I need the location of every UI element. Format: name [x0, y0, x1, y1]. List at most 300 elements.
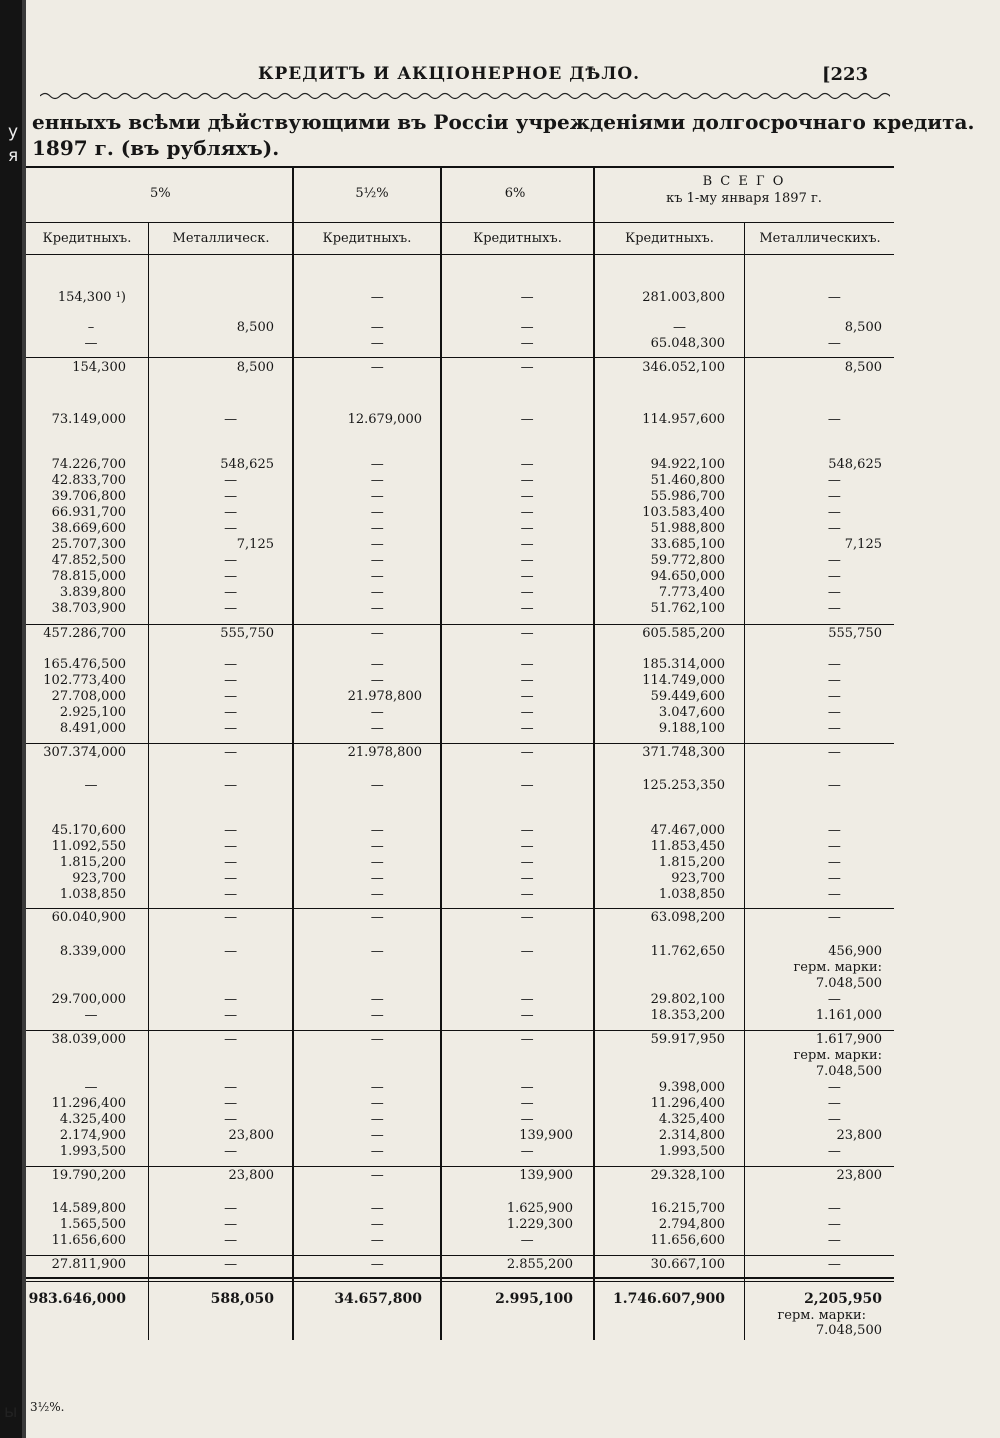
- table-cell: 30.667,100: [650, 1257, 725, 1272]
- table-cell: 29.802,100: [650, 992, 725, 1007]
- table-cell: 11.656,600: [51, 1233, 126, 1248]
- table-cell: —: [520, 336, 534, 351]
- table-cell: —: [370, 1096, 384, 1111]
- table-cell: —: [827, 521, 841, 536]
- table-cell: —: [370, 626, 384, 641]
- header-col-credit-55: Кредитныхъ.: [322, 231, 412, 246]
- table-cell: 94.922,100: [650, 457, 725, 472]
- table-cell: 11.092,550: [51, 839, 126, 854]
- table-cell: 11.762,650: [650, 944, 725, 959]
- table-cell: —: [827, 473, 841, 488]
- table-cell: 125.253,350: [642, 778, 725, 793]
- table-cell: —: [827, 823, 841, 838]
- table-cell: —: [370, 992, 384, 1007]
- table-cell: 21.978,800: [347, 745, 422, 760]
- header-col-metal-total: Металлическихъ.: [759, 231, 881, 246]
- table-cell: —: [370, 473, 384, 488]
- table-cell: 2.925,100: [59, 705, 126, 720]
- table-cell: 307.374,000: [43, 745, 126, 760]
- table-cell: 2.855,200: [506, 1257, 573, 1272]
- footnote: 3½%.: [30, 1400, 65, 1414]
- table-cell: 8,500: [844, 360, 882, 375]
- table-cell: 139,900: [519, 1128, 573, 1143]
- header-bottom-rule: [26, 254, 894, 255]
- table-cell: —: [370, 489, 384, 504]
- table-cell: —: [370, 673, 384, 688]
- table-cell: —: [224, 569, 238, 584]
- table-cell: —: [520, 673, 534, 688]
- table-cell: 555,750: [220, 626, 274, 641]
- table-cell: —: [224, 505, 238, 520]
- table-cell: —: [520, 855, 534, 870]
- table-cell: —: [827, 585, 841, 600]
- table-cell: —: [520, 412, 534, 427]
- table-cell: 78.815,000: [51, 569, 126, 584]
- table-cell: 16.215,700: [650, 1201, 725, 1216]
- header-total-line1: В С Е Г О: [702, 174, 786, 189]
- table-cell: —: [370, 839, 384, 854]
- table-cell: —: [370, 871, 384, 886]
- table-cell: 33.685,100: [650, 537, 725, 552]
- table-cell: 7,125: [236, 537, 274, 552]
- table-cell: —: [520, 657, 534, 672]
- table-cell: 1.229,300: [506, 1217, 573, 1232]
- table-cell: —: [370, 537, 384, 552]
- table-cell: 59.917,950: [650, 1032, 725, 1047]
- table-cell: —: [827, 601, 841, 616]
- section-rule: [26, 357, 894, 358]
- table-cell: 923,700: [671, 871, 725, 886]
- table-cell: —: [370, 1032, 384, 1047]
- table-cell: —: [520, 569, 534, 584]
- column-divider: [148, 222, 149, 1340]
- table-cell: —: [224, 1032, 238, 1047]
- table-cell: —: [370, 360, 384, 375]
- table-cell: 27.708,000: [51, 689, 126, 704]
- totals-top-rule-2: [26, 1281, 894, 1282]
- table-cell: —: [224, 521, 238, 536]
- header-5pct: 5%: [150, 186, 171, 201]
- table-cell: —: [224, 871, 238, 886]
- table-cell: —: [370, 1144, 384, 1159]
- table-cell: —: [827, 489, 841, 504]
- table-cell: —: [370, 1112, 384, 1127]
- table-cell: —: [224, 1008, 238, 1023]
- table-cell: —: [224, 1096, 238, 1111]
- table-cell: 45.170,600: [51, 823, 126, 838]
- table-cell: —: [224, 601, 238, 616]
- table-cell: —: [827, 336, 841, 351]
- table-cell: 11.296,400: [650, 1096, 725, 1111]
- table-cell: —: [224, 721, 238, 736]
- table-cell: —: [520, 778, 534, 793]
- table-cell: —: [520, 553, 534, 568]
- table-cell: 457.286,700: [43, 626, 126, 641]
- table-cell: —: [827, 1201, 841, 1216]
- table-cell: —: [370, 553, 384, 568]
- header-6pct: 6%: [504, 186, 526, 201]
- table-cell: —: [827, 855, 841, 870]
- table-cell: 23,800: [836, 1168, 882, 1183]
- table-cell: —: [370, 944, 384, 959]
- table-cell: —: [370, 569, 384, 584]
- table-cell: —: [520, 489, 534, 504]
- table-cell: —: [370, 823, 384, 838]
- table-cell: 9.398,000: [658, 1080, 725, 1095]
- section-rule: [26, 1030, 894, 1031]
- table-cell: —: [827, 412, 841, 427]
- table-cell: 1.038,850: [59, 887, 126, 902]
- table-cell: —: [827, 689, 841, 704]
- table-cell: 51.460,800: [650, 473, 725, 488]
- table-cell: —: [520, 1008, 534, 1023]
- table-cell: —: [224, 1257, 238, 1272]
- table-cell: 47.852,500: [51, 553, 126, 568]
- table-cell: —: [370, 721, 384, 736]
- table-top-rule: [26, 166, 894, 168]
- table-cell: —: [827, 505, 841, 520]
- table-cell: —: [224, 473, 238, 488]
- table-cell: —: [370, 1257, 384, 1272]
- section-rule: [26, 624, 894, 625]
- table-cell: —: [84, 778, 98, 793]
- table-cell: —: [370, 601, 384, 616]
- table-cell: 2.314,800: [658, 1128, 725, 1143]
- table-cell: —: [224, 673, 238, 688]
- table-cell: —: [520, 626, 534, 641]
- table-cell: 1.993,500: [658, 1144, 725, 1159]
- table-cell: —: [224, 657, 238, 672]
- table-cell: 7,125: [844, 537, 882, 552]
- table-cell: —: [224, 1233, 238, 1248]
- table-cell: —: [827, 569, 841, 584]
- header-5half-pct: 5½%: [355, 186, 389, 201]
- header-col-credit-6: Кредитныхъ.: [473, 231, 562, 246]
- table-cell: —: [370, 1008, 384, 1023]
- table-cell: —: [224, 855, 238, 870]
- table-cell: герм. марки:: [793, 960, 882, 975]
- table-cell: —: [827, 1080, 841, 1095]
- table-cell: —: [827, 705, 841, 720]
- table-cell: 60.040,900: [51, 910, 126, 925]
- wavy-divider: [40, 90, 890, 102]
- table-cell: —: [370, 1128, 384, 1143]
- table-cell: 1.038,850: [658, 887, 725, 902]
- table-cell: 11.296,400: [51, 1096, 126, 1111]
- table-cell: —: [370, 887, 384, 902]
- table-cell: —: [520, 457, 534, 472]
- table-cell: –: [87, 320, 95, 335]
- table-cell: —: [520, 992, 534, 1007]
- table-cell: 19.790,200: [51, 1168, 126, 1183]
- margin-fragment-u: у: [8, 122, 19, 142]
- table-cell: 29.700,000: [51, 992, 126, 1007]
- table-cell: 29.328,100: [650, 1168, 725, 1183]
- table-cell: 185.314,000: [642, 657, 725, 672]
- page-number: [223: [822, 64, 869, 85]
- header-col-metal-5: Металлическ.: [172, 231, 270, 246]
- table-cell: —: [370, 1217, 384, 1232]
- table-cell: —: [827, 553, 841, 568]
- table-cell: 3.047,600: [658, 705, 725, 720]
- table-cell: —: [827, 657, 841, 672]
- table-cell: —: [520, 689, 534, 704]
- table-cell: —: [370, 320, 384, 335]
- table-cell: —: [224, 705, 238, 720]
- column-divider: [744, 222, 745, 1340]
- table-cell: —: [84, 336, 98, 351]
- table-cell: 39.706,800: [51, 489, 126, 504]
- table-cell: —: [520, 1032, 534, 1047]
- table-cell: 9.188,100: [658, 721, 725, 736]
- table-cell: —: [370, 910, 384, 925]
- table-cell: 7.048,500: [815, 976, 882, 991]
- table-cell: 114.957,600: [642, 412, 725, 427]
- table-cell: 8.491,000: [59, 721, 126, 736]
- page-binding: [0, 0, 22, 1438]
- table-cell: —: [370, 585, 384, 600]
- table-cell: —: [520, 1096, 534, 1111]
- table-cell: 103.583,400: [642, 505, 725, 520]
- table-cell: 2.794,800: [658, 1217, 725, 1232]
- table-cell: —: [224, 1217, 238, 1232]
- total-metal-note-value: 7.048,500: [815, 1323, 882, 1338]
- total-credit-6: 2.995,100: [495, 1291, 573, 1307]
- table-cell: 8.339,000: [59, 944, 126, 959]
- table-cell: 63.098,200: [650, 910, 725, 925]
- table-cell: 7.773,400: [658, 585, 725, 600]
- table-cell: 281.003,800: [642, 290, 725, 305]
- table-cell: —: [370, 778, 384, 793]
- table-cell: —: [520, 320, 534, 335]
- table-cell: —: [520, 839, 534, 854]
- table-cell: 165.476,500: [43, 657, 126, 672]
- table-cell: 346.052,100: [642, 360, 725, 375]
- table-cell: —: [224, 489, 238, 504]
- table-cell: —: [520, 360, 534, 375]
- table-cell: —: [224, 1080, 238, 1095]
- table-cell: —: [673, 320, 686, 335]
- table-cell: 74.226,700: [51, 457, 126, 472]
- total-metal-all: 2,205,950: [804, 1291, 882, 1307]
- margin-fragment-ya: я: [8, 146, 19, 166]
- table-cell: 923,700: [72, 871, 126, 886]
- table-cell: —: [224, 1144, 238, 1159]
- table-cell: —: [370, 1233, 384, 1248]
- table-cell: 555,750: [828, 626, 882, 641]
- table-cell: 7.048,500: [815, 1064, 882, 1079]
- table-cell: —: [520, 745, 534, 760]
- header-col-credit-5: Кредитныхъ.: [42, 231, 132, 246]
- table-cell: 47.467,000: [650, 823, 725, 838]
- table-cell: 8,500: [844, 320, 882, 335]
- table-cell: 12.679,000: [347, 412, 422, 427]
- table-cell: 114.749,000: [642, 673, 725, 688]
- table-cell: 4.325,400: [59, 1112, 126, 1127]
- table-cell: —: [520, 1233, 534, 1248]
- table-cell: 38.039,000: [51, 1032, 126, 1047]
- table-cell: 456,900: [828, 944, 882, 959]
- table-cell: 371.748,300: [642, 745, 725, 760]
- table-cell: —: [520, 871, 534, 886]
- table-cell: —: [224, 412, 238, 427]
- table-cell: 23,800: [228, 1168, 274, 1183]
- table-cell: —: [370, 1201, 384, 1216]
- table-cell: —: [520, 721, 534, 736]
- table-cell: —: [370, 457, 384, 472]
- table-cell: —: [224, 839, 238, 854]
- total-credit-all: 1.746.607,900: [612, 1291, 725, 1307]
- table-cell: —: [827, 1144, 841, 1159]
- table-cell: —: [520, 1080, 534, 1095]
- total-metal-5: 588,050: [210, 1291, 274, 1307]
- running-head: КРЕДИТЪ И АКЦІОНЕРНОЕ ДѢЛО.: [258, 64, 641, 84]
- table-cell: —: [224, 778, 238, 793]
- table-cell: 1.815,200: [59, 855, 126, 870]
- table-cell: —: [827, 887, 841, 902]
- table-cell: 139,900: [519, 1168, 573, 1183]
- table-cell: —: [224, 887, 238, 902]
- table-cell: 23,800: [836, 1128, 882, 1143]
- table-cell: —: [520, 944, 534, 959]
- table-cell: 51.988,800: [650, 521, 725, 536]
- table-cell: —: [827, 839, 841, 854]
- table-cell: —: [370, 336, 384, 351]
- table-cell: —: [520, 823, 534, 838]
- table-cell: 154,300 ¹): [57, 290, 126, 305]
- table-cell: —: [370, 521, 384, 536]
- totals-top-rule: [26, 1277, 894, 1279]
- table-cell: 154,300: [72, 360, 126, 375]
- table-cell: 1.993,500: [59, 1144, 126, 1159]
- table-cell: —: [827, 1112, 841, 1127]
- table-cell: —: [520, 887, 534, 902]
- section-rule: [26, 908, 894, 909]
- table-cell: —: [370, 505, 384, 520]
- table-cell: —: [827, 290, 841, 305]
- table-cell: —: [827, 992, 841, 1007]
- table-title-line2: 1897 г. (въ рубляхъ).: [32, 136, 280, 160]
- table-cell: —: [520, 290, 534, 305]
- table-cell: 59.449,600: [650, 689, 725, 704]
- table-cell: 1.161,000: [815, 1008, 882, 1023]
- table-cell: —: [827, 745, 841, 760]
- table-cell: 11.656,600: [650, 1233, 725, 1248]
- table-cell: —: [224, 992, 238, 1007]
- table-cell: —: [520, 1144, 534, 1159]
- table-cell: 4.325,400: [658, 1112, 725, 1127]
- total-credit-55: 34.657,800: [334, 1291, 422, 1307]
- table-cell: 55.986,700: [650, 489, 725, 504]
- table-cell: —: [224, 585, 238, 600]
- table-cell: —: [520, 910, 534, 925]
- table-cell: —: [224, 689, 238, 704]
- header-mid-rule: [26, 222, 894, 223]
- table-cell: —: [370, 855, 384, 870]
- table-cell: —: [370, 705, 384, 720]
- header-col-credit-total: Кредитныхъ.: [625, 231, 714, 246]
- table-cell: 59.772,800: [650, 553, 725, 568]
- table-cell: 2.174,900: [59, 1128, 126, 1143]
- table-cell: 605.585,200: [642, 626, 725, 641]
- table-cell: —: [224, 1201, 238, 1216]
- table-cell: —: [224, 910, 238, 925]
- table-cell: 1.617,900: [815, 1032, 882, 1047]
- section-rule: [26, 743, 894, 744]
- table-cell: 548,625: [220, 457, 274, 472]
- table-cell: —: [827, 910, 841, 925]
- table-cell: 1.565,500: [59, 1217, 126, 1232]
- table-cell: —: [827, 1096, 841, 1111]
- table-cell: 51.762,100: [650, 601, 725, 616]
- table-cell: 102.773,400: [43, 673, 126, 688]
- table-cell: 23,800: [228, 1128, 274, 1143]
- table-cell: —: [827, 673, 841, 688]
- table-cell: 21.978,800: [347, 689, 422, 704]
- total-credit-5: 983.646,000: [28, 1291, 126, 1307]
- table-cell: —: [224, 1112, 238, 1127]
- table-cell: 1.625,900: [506, 1201, 573, 1216]
- section-rule: [26, 1166, 894, 1167]
- table-cell: 65.048,300: [650, 336, 725, 351]
- table-cell: 14.589,800: [51, 1201, 126, 1216]
- table-cell: 38.669,600: [51, 521, 126, 536]
- table-cell: —: [827, 721, 841, 736]
- table-cell: герм. марки:: [793, 1048, 882, 1063]
- table-cell: —: [370, 1168, 384, 1183]
- section-rule: [26, 1255, 894, 1256]
- column-divider: [440, 168, 442, 1340]
- header-total-line2: къ 1-му января 1897 г.: [666, 191, 822, 206]
- table-cell: 8,500: [236, 320, 274, 335]
- total-metal-note-label: герм. марки:: [777, 1308, 866, 1323]
- table-cell: —: [224, 745, 238, 760]
- table-cell: 27.811,900: [51, 1257, 126, 1272]
- table-cell: 548,625: [828, 457, 882, 472]
- table-cell: 25.707,300: [51, 537, 126, 552]
- table-cell: —: [520, 521, 534, 536]
- table-cell: —: [224, 823, 238, 838]
- table-cell: —: [224, 944, 238, 959]
- table-cell: —: [224, 553, 238, 568]
- table-cell: —: [370, 657, 384, 672]
- table-cell: 1.815,200: [658, 855, 725, 870]
- table-cell: —: [827, 1257, 841, 1272]
- table-cell: —: [520, 601, 534, 616]
- table-cell: —: [520, 473, 534, 488]
- margin-fragment: ы: [4, 1402, 18, 1422]
- table-cell: 38.703,900: [51, 601, 126, 616]
- table-cell: —: [520, 705, 534, 720]
- table-cell: 11.853,450: [650, 839, 725, 854]
- table-cell: 66.931,700: [51, 505, 126, 520]
- table-cell: 8,500: [236, 360, 274, 375]
- table-cell: —: [827, 1217, 841, 1232]
- table-cell: —: [520, 1112, 534, 1127]
- table-cell: 94.650,000: [650, 569, 725, 584]
- table-cell: —: [84, 1008, 98, 1023]
- table-cell: 42.833,700: [51, 473, 126, 488]
- table-cell: 73.149,000: [51, 412, 126, 427]
- table-cell: —: [370, 1080, 384, 1095]
- table-cell: —: [520, 537, 534, 552]
- table-cell: —: [827, 871, 841, 886]
- table-cell: —: [520, 505, 534, 520]
- table-cell: —: [84, 1080, 98, 1095]
- table-cell: —: [827, 1233, 841, 1248]
- table-cell: —: [370, 290, 384, 305]
- table-title-line1: енныхъ всѣми дѣйствующими въ Россіи учрежденіями долгосрочнаго кредита.: [32, 110, 975, 134]
